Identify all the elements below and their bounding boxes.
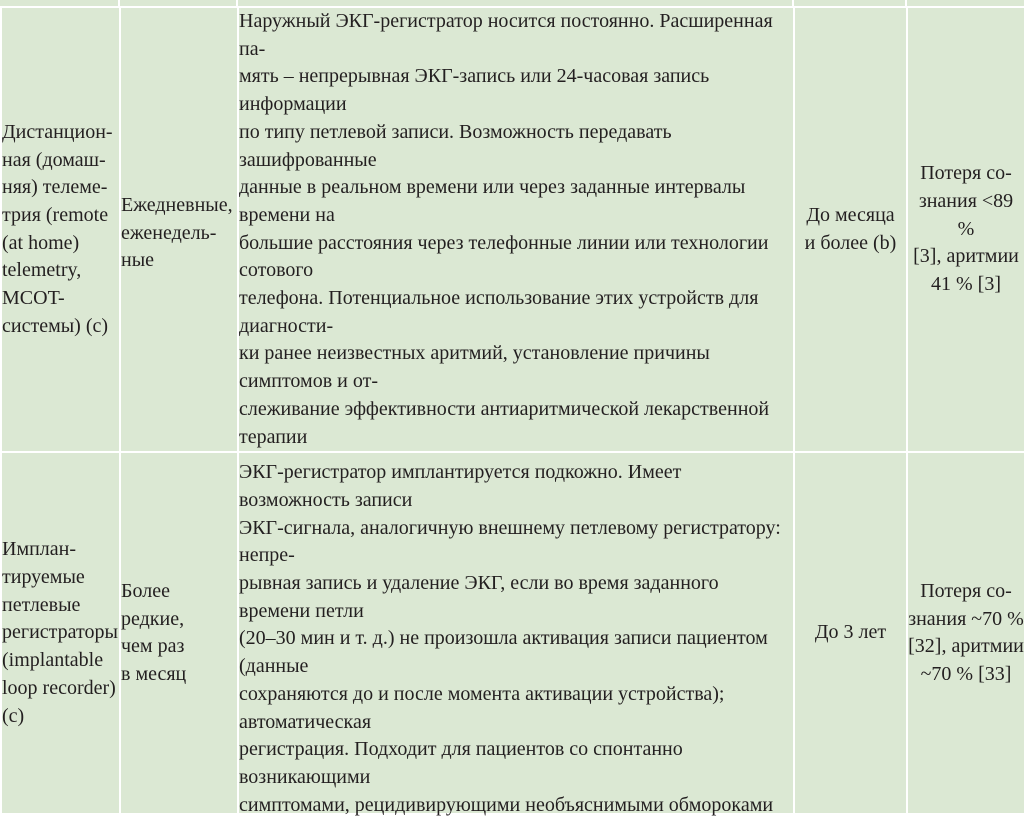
- monitoring-methods-table: [0, 6, 1026, 815]
- table-row: [1, 7, 1025, 452]
- duration-text: До месяца и более (b): [804, 203, 897, 254]
- method-text: Дистанцион- ная (домаш- няя) телеме- трия (remote (at home) telemetry, MCOT- системы) (c): [2, 120, 113, 337]
- description-cell: [238, 7, 794, 452]
- description-text: ЭКГ-регистратор имплантируется подкожно. Имеет возможность записи ЭКГ-сигнала, аналогичную внешнему петлевому регистратору: непре- рывная запись и удаление ЭКГ, если во время заданного времени петли (20–30 мин и т. д.) не произошла активация записи пациентом (данные сохраняются до и после момента активации устройства); автоматическая регистрация. Подходит для пациентов со спонтанно возникающими симптомами, рецидивирующими необъяснимыми обмороками: [239, 461, 781, 816]
- method-cell: [1, 452, 120, 814]
- yield-text: Потеря со- знания ~70 % [32], аритмии ~70 % [33]: [908, 579, 1024, 686]
- duration-text: До 3 лет: [814, 621, 887, 644]
- yield-cell: [907, 7, 1025, 452]
- method-text: Имплан- тируемые петлевые регистраторы (implantable loop recorder) (c): [2, 538, 118, 727]
- frequency-text: Более редкие, чем раз в месяц: [121, 579, 187, 686]
- yield-cell: [907, 452, 1025, 814]
- duration-cell: [794, 7, 907, 452]
- yield-text: Потеря со- знания <89 % [3], аритмии 41 % [3]: [913, 162, 1019, 296]
- frequency-text: Ежедневные, еженедель- ные: [121, 194, 233, 272]
- frequency-cell: [120, 452, 238, 814]
- description-cell: [238, 452, 794, 814]
- description-text: Наружный ЭКГ-регистратор носится постоянно. Расширенная па- мять – непрерывная ЭКГ-запись или 24-часовая запись информации по типу петлевой записи. Возможность передавать зашифрованные данные в реальном времени или через заданные интервалы времени на большие расстояния через телефонные линии или технологии сотового телефона. Потенциальное использование этих устройств для диагности- ки ранее неизвестных аритмий, установление причины симптомов и от- слеживание эффективности антиаритмической лекарственной терапии: [239, 10, 773, 448]
- duration-cell: [794, 452, 907, 814]
- table-row: [1, 452, 1025, 814]
- frequency-cell: [120, 7, 238, 452]
- method-cell: [1, 7, 120, 452]
